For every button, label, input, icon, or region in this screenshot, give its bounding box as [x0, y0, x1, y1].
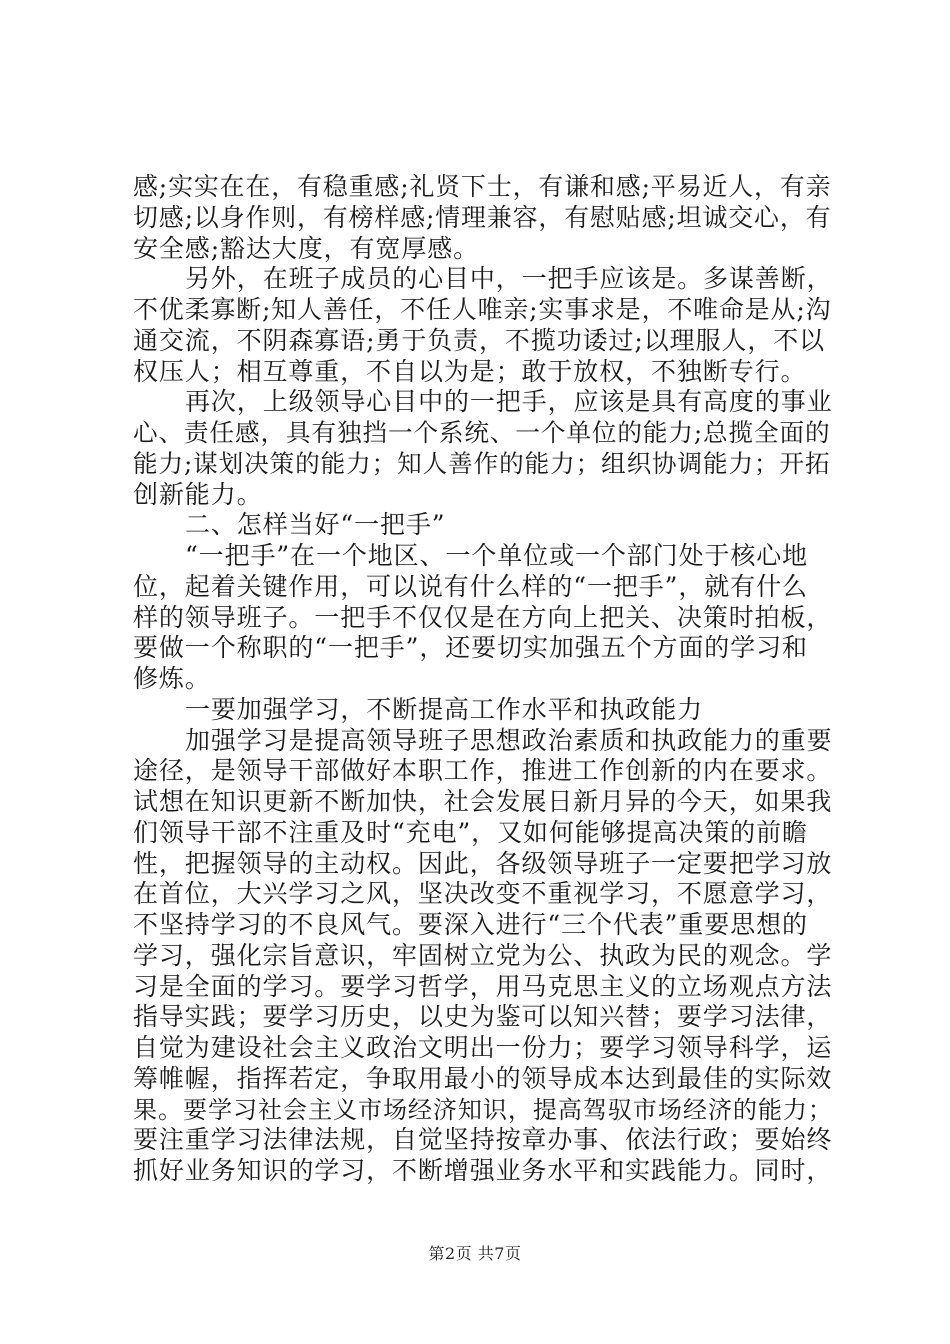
text-line: 二、怎样当好“一把手” — [185, 510, 446, 540]
text-line: 切感;以身作则，有榜样感;情理兼容，有慰贴感;坦诚交心，有 — [133, 202, 832, 232]
text-line: 要做一个称职的“一把手”，还要切实加强五个方面的学习和 — [133, 633, 808, 663]
text-line: 不坚持学习的不良风气。要深入进行“三个代表”重要思想的 — [133, 910, 808, 939]
text-line: 一要加强学习，不断提高工作水平和执政能力 — [185, 694, 704, 724]
text-line: 样的领导班子。一把手不仅仅是在方向上把关、决策时拍板， — [133, 602, 833, 632]
text-line: 们领导干部不注重及时“充电”，又如何能够提高决策的前瞻 — [133, 817, 808, 847]
text-line: 位，起着关键作用，可以说有什么样的“一把手”，就有什么 — [133, 571, 808, 601]
text-line: 要注重学习法律法规，自觉坚持按章办事、依法行政；要始终 — [133, 1125, 833, 1155]
text-line: “一把手”在一个地区、一个单位或一个部门处于核心地 — [185, 541, 809, 570]
text-line: 性，把握领导的主动权。因此，各级领导班子一定要把学习放 — [133, 848, 833, 878]
text-line: 另外，在班子成员的心目中，一把手应该是。多谋善断， — [185, 264, 833, 294]
text-line: 试想在知识更新不断加快，社会发展日新月异的今天，如果我 — [133, 787, 833, 816]
text-line: 不优柔寡断;知人善任，不任人唯亲;实事求是，不唯命是从;沟 — [133, 295, 832, 324]
text-line: 果。要学习社会主义市场经济知识，提高驾驭市场经济的能力； — [133, 1095, 833, 1124]
text-line: 安全感;豁达大度，有宽厚感。 — [133, 233, 480, 263]
text-line: 权压人；相互尊重，不自以为是；敢于放权，不独断专行。 — [133, 356, 807, 386]
document-body — [133, 172, 833, 1187]
text-line: 筹帷幄，指挥若定，争取用最小的领导成本达到最佳的实际效 — [133, 1063, 833, 1093]
page-footer: 第2页 共7页 — [428, 1244, 522, 1263]
text-line: 再次，上级领导心目中的一把手，应该是具有高度的事业 — [185, 387, 833, 417]
text-line: 心、责任感，具有独挡一个系统、一个单位的能力;总揽全面的 — [133, 418, 831, 447]
text-line: 创新能力。 — [133, 479, 263, 509]
text-line: 习是全面的学习。要学习哲学，用马克思主义的立场观点方法 — [133, 971, 833, 1001]
text-line: 通交流，不阴森寡语;勇于负责，不揽功诿过;以理服人，不以 — [133, 325, 826, 355]
text-line: 抓好业务知识的学习，不断增强业务水平和实践能力。同时， — [133, 1156, 833, 1185]
text-line: 在首位，大兴学习之风，坚决改变不重视学习，不愿意学习， — [133, 879, 833, 909]
text-line: 学习，强化宗旨意识，牢固树立党为公、执政为民的观念。学 — [133, 940, 833, 970]
text-line: 修炼。 — [133, 664, 211, 693]
text-line: 指导实践；要学习历史，以史为鉴可以知兴替；要学习法律， — [133, 1002, 833, 1032]
text-line: 能力;谋划决策的能力；知人善作的能力；组织协调能力；开拓 — [133, 448, 831, 478]
text-line: 途径，是领导干部做好本职工作，推进工作创新的内在要求。 — [133, 756, 833, 786]
text-line: 加强学习是提高领导班子思想政治素质和执政能力的重要 — [185, 725, 833, 755]
text-line: 感;实实在在，有稳重感;礼贤下士，有谦和感;平易近人，有亲 — [133, 172, 832, 201]
text-line: 自觉为建设社会主义政治文明出一份力；要学习领导科学，运 — [133, 1033, 833, 1062]
